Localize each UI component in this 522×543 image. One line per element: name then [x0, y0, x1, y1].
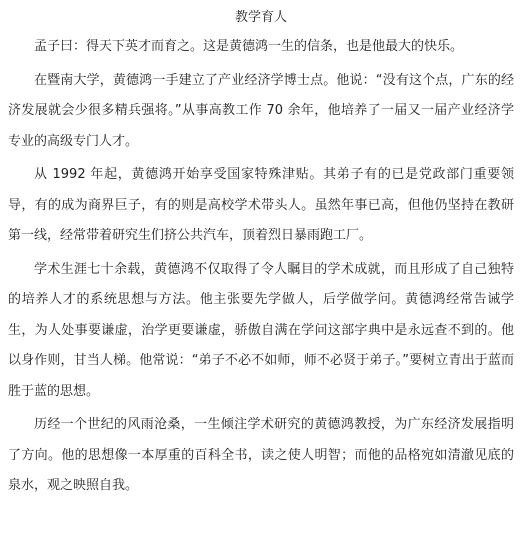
paragraph: 在暨南大学，黄德鸿一手建立了产业经济学博士点。他说：“没有这个点，广东的经济发展就会少很多精兵强将。”从事高教工作 70 余年，他培养了一届又一届产业经济学专业的高级专门人才。	[8, 72, 514, 149]
paragraph: 孟子曰：得天下英才而育之。这是黄德鸿一生的信条，也是他最大的快乐。	[34, 39, 464, 54]
paragraph: 学术生涯七十余载，黄德鸿不仅取得了令人瞩目的学术成就，而且形成了自己独特的培养人才的系统思想与方法。他主张要先学做人，后学做学问。黄德鸿经常告诫学生，为人处事要谦虚，治学更要谦虚，骄傲自满在学问这部字典中是永远查不到的。他以身作则，甘当人梯。他常说：“弟子不必不如师，师不必贤于弟子。”要树立青出于蓝而胜于蓝的思想。	[8, 261, 514, 399]
paragraph: 历经一个世纪的风雨沧桑，一生倾注学术研究的黄德鸿教授，为广东经济发展指明了方向。他的思想像一本厚重的百科全书，读之使人明智；而他的品格宛如清澈见底的泉水，观之映照自我。	[8, 417, 514, 493]
document-title: 教学育人	[234, 10, 287, 25]
paragraph: 从 1992 年起，黄德鸿开始享受国家特殊津贴。其弟子有的已是党政部门重要领导，有的成为商界巨子，有的则是高校学术带头人。虽然年事已高，但他仍坚持在教研第一线，经常带着研究生们挤公共汽车，顶着烈日暴雨跑工厂。	[8, 167, 514, 243]
